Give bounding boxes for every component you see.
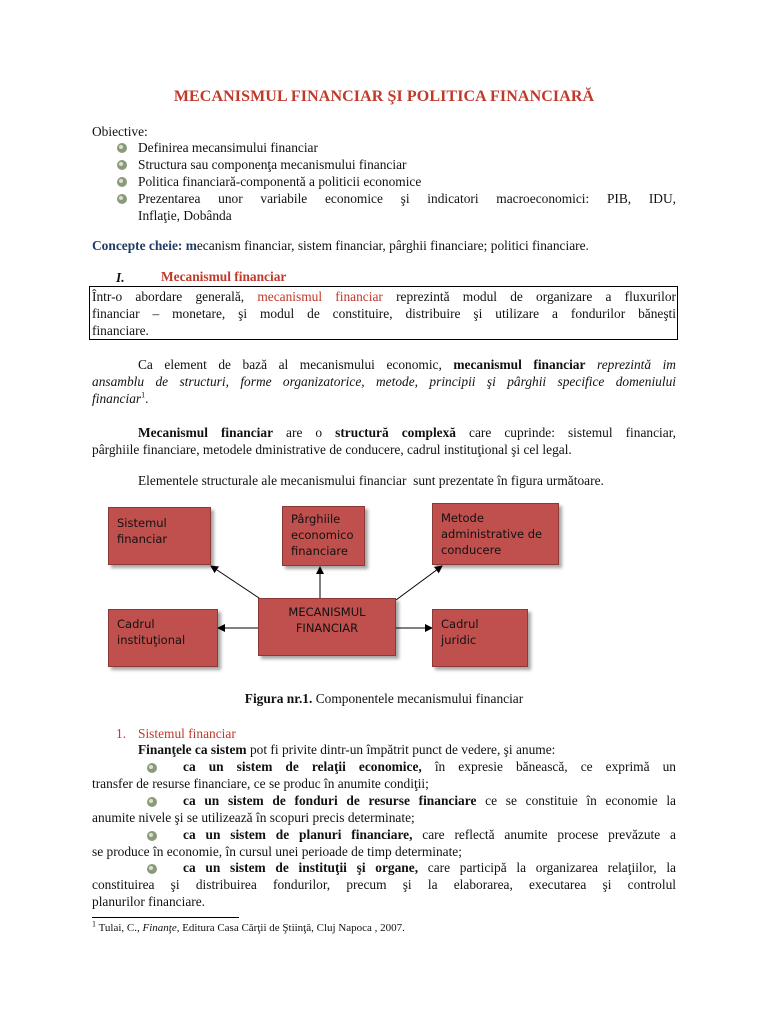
footnote-text: , Editura Casa Cărţii de Ştiinţă, Cluj Napoca , 2007. [176,922,405,934]
list-item-text: în expresie bănească, ce exprimă un [434,759,676,774]
subsection-number: 1. [116,726,127,741]
list-item [183,792,676,809]
objectives-heading: Obiective: [92,124,148,139]
bullet-icon [146,762,158,774]
paragraph-term: Mecanismul financiar [138,425,274,440]
box-parghii [282,506,365,566]
figure-caption [92,690,676,707]
box-text: instituţional [117,633,186,647]
box-text: Sistemul [117,516,167,530]
list-item [183,758,676,775]
footnote-ref[interactable]: 1 [141,390,146,400]
list-item [183,859,676,876]
list-item-term: ca un sistem de planuri financiare, [183,827,413,842]
paragraph-line: ansamblu de structuri, forme organizatorice, metode, principii şi pârghii specifice domeniului [92,374,676,389]
footnote-number: 1 [92,919,96,929]
definition-term: mecanismul financiar [257,289,383,304]
objective-item: Politica financiară-componentă a politicii economice [138,174,422,189]
paragraph-text: Ca element de bază al mecanismului economic, [138,357,442,372]
list-item-term: ca un sistem de instituţii şi organe, [183,860,419,875]
box-text: FINANCIAR [295,621,359,635]
key-concepts-label: Concepte cheie: m [92,238,197,253]
list-item-term: ca un sistem de fonduri de resurse financiare [183,793,477,808]
bullet-icon [146,830,158,842]
intro-term: Finanţele ca sistem [138,742,247,757]
definition-line: financiar – monetare, şi modul de constituire, distribuire şi utilizare a fondurilor băneşti [92,306,676,321]
box-text: financiar [117,532,168,546]
paragraph-text: are o [286,425,323,440]
bullet-icon [146,796,158,808]
subsection-title: Sistemul financiar [138,726,236,741]
box-sistem-financiar [108,507,211,565]
box-mecanism-central [258,598,396,656]
definition-line: financiare. [92,323,149,338]
paragraph-italic: financiar [92,391,142,406]
bullet-icon [146,863,158,875]
figure-caption-text: Componentele mecanismului financiar [315,691,524,706]
list-item-continuation: anumite nivele şi se utilizează în scopuri precis determinate; [92,810,415,825]
box-text: Cadrul [117,617,155,631]
figure-caption-label: Figura nr.1. [244,691,313,706]
box-text: juridic [441,633,477,647]
arrow-to-metode [396,566,442,600]
definition-text: reprezintă modul de organizare a fluxurilor [396,289,676,304]
paragraph-text: care cuprinde: sistemul financiar, [469,425,676,440]
box-cadrul-juridic [432,609,528,667]
box-metode [432,503,559,565]
box-text: conducere [441,543,502,557]
section-title: Mecanismul financiar [161,269,287,284]
paragraph-line: Elementele structurale ale mecanismului financiar sunt prezentate în figura următoare. [138,473,604,488]
paragraph-text: . [145,391,149,406]
box-cadrul-institutional [108,609,218,667]
box-text: Metode [441,511,484,525]
footnote [92,919,405,934]
box-text: financiare [291,544,348,558]
footnote-separator [92,917,239,918]
footnote-italic: Finanţe [142,922,177,934]
box-text: Cadrul [441,617,479,631]
list-item-continuation: se produce în economie, în cursul unei perioade de timp determinate; [92,844,462,859]
page-title: MECANISMUL FINANCIAR ŞI POLITICA FINANCIARĂ [173,88,595,105]
box-text: MECANISMUL [288,605,366,619]
arrow-to-sistem [211,566,262,600]
subsection-intro [138,741,555,758]
box-text: Pârghiile [291,512,341,526]
list-item-text: care reflectă anumite procese prevăzute a [422,827,676,842]
box-text: economico [291,528,354,542]
list-item-continuation: planurilor financiare. [92,894,206,909]
objective-item-continuation: Inflaţie, Dobânda [138,208,232,223]
objective-item: Structura sau componenţa mecanismului financiar [138,157,407,172]
definition-text: Într-o abordare generală, [92,289,245,304]
objective-item: Prezentarea unor variabile economice şi indicatori macroeconomici: PIB, IDU, [138,191,676,206]
footnote-text: Tulai, C., [98,922,140,934]
list-item-continuation: constituirea şi distribuirea fondurilor, precum şi la elaborarea, executarea şi controlul [92,877,676,892]
list-item-term: ca un sistem de relaţii economice, [183,759,422,774]
objective-item: Definirea mecansimului financiar [138,140,318,155]
list-item [183,826,676,843]
section-number: I. [116,270,125,285]
paragraph-term: structură complexă [335,425,457,440]
box-text: administrative de [441,527,543,541]
list-item-text: care participă la organizarea relaţiilor, la [427,860,676,875]
key-concepts-text: ecanism financiar, sistem financiar, pârghii financiare; politici financiare. [196,238,589,253]
list-item-continuation: transfer de resurse financiare, ce se produc în anumite condiţii; [92,776,429,791]
intro-text: pot fi privite dintr-un împătrit punct de vedere, şi anume: [249,742,556,757]
paragraph-term: mecanismul financiar [453,357,586,372]
list-item-text: ce se constituie în economie la [485,793,676,808]
paragraph-line: pârghiile financiare, metodele dministrative de conducere, cadrul instituţional şi cel legal. [92,442,572,457]
paragraph-italic: reprezintă im [597,357,676,372]
